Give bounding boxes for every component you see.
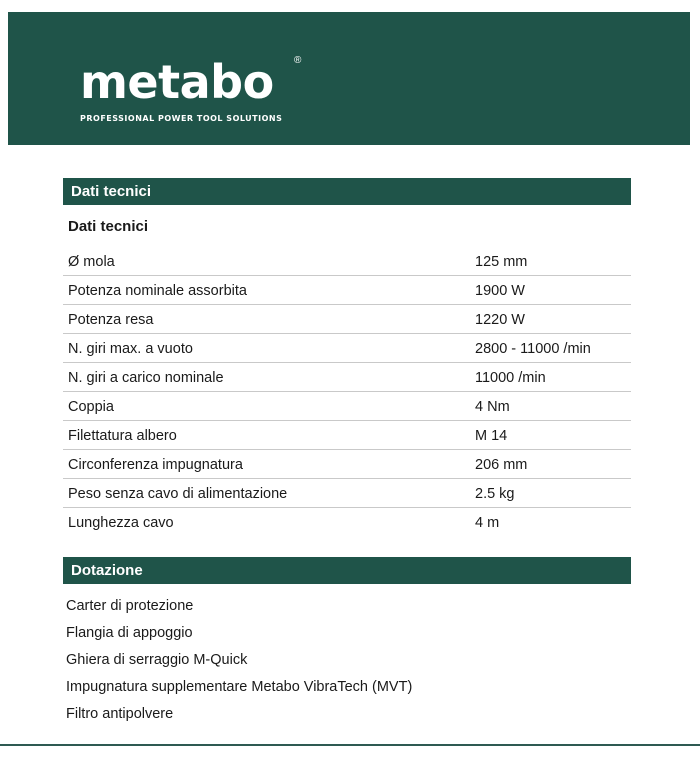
equipment-section-header: Dotazione — [63, 557, 631, 584]
tech-data-section-header: Dati tecnici — [63, 178, 631, 205]
logo-tagline: PROFESSIONAL POWER TOOL SOLUTIONS — [80, 114, 283, 123]
spec-row — [63, 450, 631, 479]
footer-divider — [0, 744, 700, 746]
spec-row — [63, 276, 631, 305]
spec-row — [63, 479, 631, 508]
spec-value: 1900 W — [475, 283, 525, 299]
tech-data-subheading: Dati tecnici — [68, 218, 149, 235]
metabo-logo — [80, 55, 302, 123]
equipment-item: Filtro antipolvere — [66, 706, 174, 722]
equipment-item: Carter di protezione — [66, 598, 194, 614]
spec-label: Filettatura albero — [68, 428, 177, 444]
equipment-item: Ghiera di serraggio M-Quick — [66, 652, 248, 668]
spec-label: N. giri a carico nominale — [68, 370, 224, 386]
logo-wordmark: metabo — [80, 55, 274, 109]
spec-value: 2800 - 11000 /min — [475, 341, 591, 357]
spec-row — [63, 305, 631, 334]
brand-banner — [8, 12, 690, 145]
spec-row — [63, 334, 631, 363]
spec-value: 4 Nm — [475, 399, 510, 415]
spec-table — [63, 247, 631, 536]
equipment-list — [66, 594, 412, 729]
spec-row — [63, 363, 631, 392]
spec-label: Ø mola — [68, 254, 115, 270]
spec-row — [63, 247, 631, 276]
spec-value: M 14 — [475, 428, 508, 444]
spec-label: Potenza nominale assorbita — [68, 283, 247, 299]
spec-label: Peso senza cavo di alimentazione — [68, 486, 288, 502]
spec-value: 206 mm — [475, 457, 528, 473]
spec-label: Potenza resa — [68, 312, 154, 328]
spec-label: Coppia — [68, 399, 114, 415]
spec-row — [63, 508, 631, 536]
spec-value: 125 mm — [475, 254, 528, 270]
spec-row — [63, 421, 631, 450]
spec-label: Circonferenza impugnatura — [68, 457, 243, 473]
equipment-item: Flangia di appoggio — [66, 625, 193, 641]
registered-mark: ® — [294, 55, 302, 66]
spec-value: 11000 /min — [475, 370, 546, 386]
spec-label: Lunghezza cavo — [68, 515, 174, 531]
spec-value: 4 m — [475, 515, 500, 531]
spec-label: N. giri max. a vuoto — [68, 341, 193, 357]
equipment-item: Impugnatura supplementare Metabo VibraTech (MVT) — [66, 679, 413, 695]
spec-value: 1220 W — [475, 312, 525, 328]
spec-value: 2.5 kg — [475, 486, 515, 502]
spec-row — [63, 392, 631, 421]
